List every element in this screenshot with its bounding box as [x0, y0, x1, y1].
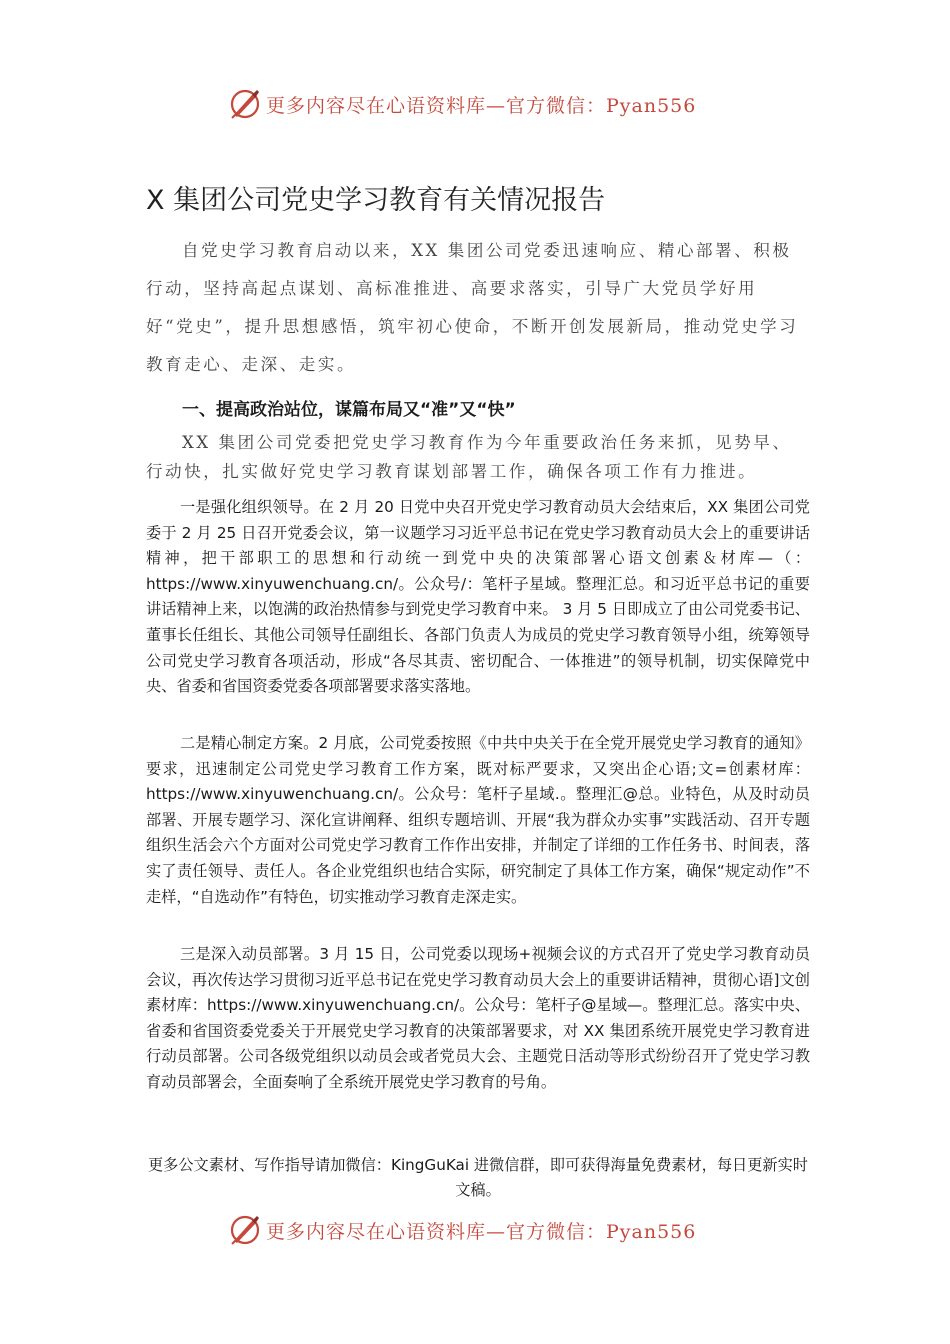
watermark-banner-top [228, 84, 748, 124]
pen-logo-icon [228, 87, 262, 121]
section-intro-paragraph: XX 集团公司党委把党史学习教育作为今年重要政治任务来抓，见势早、行动快，扎实做好党史学习教育谋划部署工作，确保各项工作有力推进。 [146, 433, 792, 481]
watermark-text: 更多内容尽在心语资料库—官方微信：Pyan556 [266, 94, 697, 117]
body-paragraph-3: 三是深入动员部署。3 月 15 日，公司党委以现场+视频会议的方式召开了党史学习教育动员会议，再次传达学习贯彻习近平总书记在党史学习教育动员大会上的重要讲话精神，贯彻心语]文创素材库：https://www.xinyuwenchuang.cn/。公众号：笔杆子@星域—。整理汇总。落实中央、省委和省国资委党委关于开展党史学习教育的决策部署要求，对 XX 集团系统开展党史学习教育进行动员部署。公司各级党组织以动员会或者党员大会、主题党日活动等形式纷纷召开了党史学习教育动员部署会，全面奏响了全系统开展党史学习教育的号角。 [146, 945, 810, 1091]
intro-paragraph: 自党史学习教育启动以来，XX 集团公司党委迅速响应、精心部署、积极行动，坚持高起点谋划、高标准推进、高要求落实，引导广大党员学好用好“党史”，提升思想感悟，筑牢初心使命，不断开创发展新局，推动党史学习教育走心、走深、走实。 [146, 241, 799, 374]
pen-logo-icon [228, 1213, 262, 1247]
body-paragraph-1: 一是强化组织领导。在 2 月 20 日党中央召开党史学习教育动员大会结束后，XX 集团公司党委于 2 月 25 日召开党委会议，第一议题学习习近平总书记在党史学习教育动员大会上的重要讲话精神，把干部职工的思想和行动统一到党中央的决策部署心语文创素＆材库—（：https://www.xinyuwenchuang.cn/。公众号/：笔杆子星域。整理汇总。和习近平总书记的重要讲话精神上来，以饱满的政治热情参与到党史学习教育中来。 3 月 5 日即成立了由公司党委书记、董事长任组长、其他公司领导任副组长、各部门负责人为成员的党史学习教育领导小组，统筹领导公司党史学习教育各项活动，形成“各尽其责、密切配合、一体推进”的领导机制，切实保障党中央、省委和省国资委党委各项部署要求落实落地。 [146, 498, 810, 696]
page-title: X 集团公司党史学习教育有关情况报告 [146, 185, 606, 216]
body-paragraph-2: 二是精心制定方案。2 月底，公司党委按照《中共中央关于在全党开展党史学习教育的通知》要求，迅速制定公司党史学习教育工作方案，既对标严要求，又突出企心语;文=创素材库：https://www.xinyuwenchuang.cn/。公众号：笔杆子星域.。整理汇@总。业特色，从及时动员部署、开展专题学习、深化宣讲阐释、组织专题培训、开展“我为群众办实事”实践活动、召开专题组织生活会六个方面对公司党史学习教育工作作出安排，并制定了详细的工作任务书、时间表，落实了责任领导、责任人。各企业党组织也结合实际，研究制定了具体工作方案，确保“规定动作”不走样，“自选动作”有特色，切实推动学习教育走深走实。 [146, 734, 810, 906]
watermark-banner-bottom [228, 1210, 748, 1250]
watermark-text: 更多内容尽在心语资料库—官方微信：Pyan556 [266, 1220, 697, 1243]
footer-note: 更多公文素材、写作指导请加微信：KingGuKai 进微信群，即可获得海量免费素材，每日更新实时文稿。 [147, 1156, 808, 1199]
section-heading: 一、提高政治站位，谋篇布局又“准”又“快” [182, 400, 516, 420]
